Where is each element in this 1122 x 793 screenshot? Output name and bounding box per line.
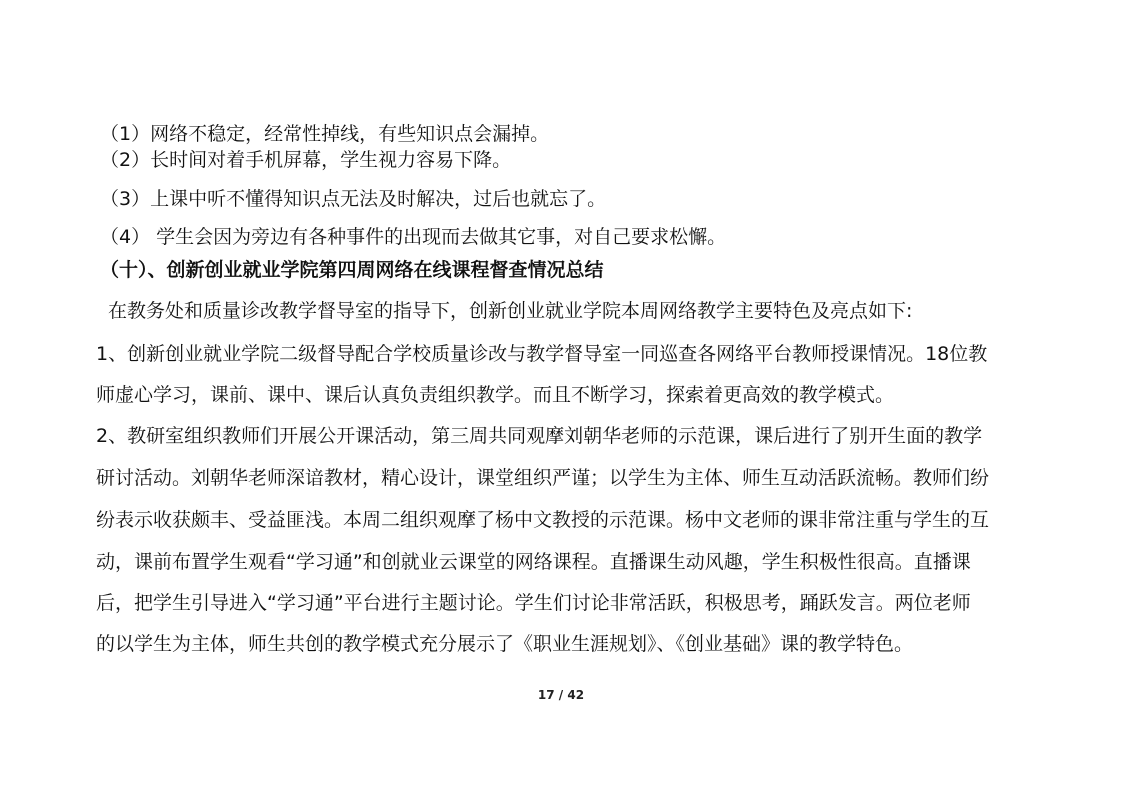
list-item-3: （3）上课中听不懂得知识点无法及时解决，过后也就忘了。 [100, 188, 607, 210]
list-item-1: （1）网络不稳定，经常性掉线，有些知识点会漏掉。 [100, 123, 550, 145]
list-item-2: （2）长时间对着手机屏幕，学生视力容易下降。 [100, 149, 512, 171]
page-number: 17 / 42 [537, 688, 585, 702]
point-2-line-2: 研讨活动。刘朝华老师深谙教材，精心设计，课堂组织严谨；以学生为主体、师生互动活跃流畅。教师们纷 [96, 467, 990, 489]
point-1-line-1: 1、创新创业就业学院二级督导配合学校质量诊改与教学督导室一同巡查各网络平台教师授课情况。18位教 [96, 343, 988, 365]
point-2-line-4: 动，课前布置学生观看“学习通”和创就业云课堂的网络课程。直播课生动风趣，学生积极性很高。直播课 [96, 551, 971, 573]
point-2-line-6: 的以学生为主体，师生共创的教学模式充分展示了《职业生涯规划》、《创业基础》课的教学特色。 [96, 633, 914, 655]
point-2-line-1: 2、教研室组织教师们开展公开课活动，第三周共同观摩刘朝华老师的示范课，课后进行了别开生面的教学 [96, 425, 983, 447]
intro-paragraph: 在教务处和质量诊改教学督导室的指导下，创新创业就业学院本周网络教学主要特色及亮点如下: [108, 300, 913, 322]
list-item-4: （4） 学生会因为旁边有各种事件的出现而去做其它事，对自己要求松懈。 [100, 226, 727, 248]
point-2-line-5: 后，把学生引导进入“学习通”平台进行主题讨论。学生们讨论非常活跃，积极思考，踊跃发言。两位老师 [96, 592, 971, 614]
point-2-line-3: 纷表示收获颇丰、受益匪浅。本周二组织观摩了杨中文教授的示范课。杨中文老师的课非常注重与学生的互 [96, 509, 990, 531]
section-heading: （十）、创新创业就业学院第四周网络在线课程督查情况总结 [100, 259, 604, 281]
point-1-line-2: 师虚心学习，课前、课中、课后认真负责组织教学。而且不断学习，探索着更高效的教学模式。 [96, 384, 895, 406]
